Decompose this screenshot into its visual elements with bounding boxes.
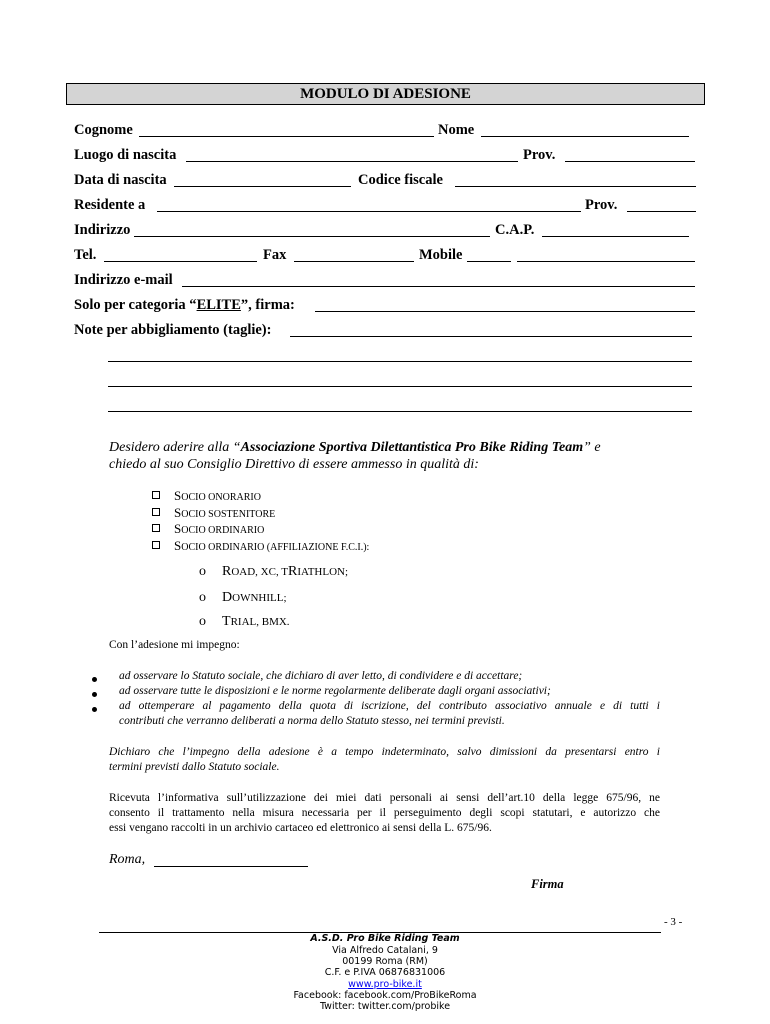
luogo-nascita-field[interactable] <box>186 161 518 162</box>
checkbox[interactable] <box>152 508 160 516</box>
note-label: Note per abbigliamento (taglie): <box>74 322 272 338</box>
cognome-label: Cognome <box>74 122 133 138</box>
footer-website-link[interactable]: www.pro-bike.it <box>348 979 422 990</box>
luogo-nascita-label: Luogo di nascita <box>74 147 177 163</box>
member-type-option[interactable]: SOCIO ORDINARIO <box>152 521 264 537</box>
circle-bullet-icon: o <box>199 614 206 629</box>
elite-signature-field[interactable] <box>315 311 695 312</box>
residente-field[interactable] <box>157 211 581 212</box>
fax-label: Fax <box>263 247 287 263</box>
email-label: Indirizzo e-mail <box>74 272 173 288</box>
footer-twitter: Twitter: twitter.com/probike <box>319 1001 451 1012</box>
prov-field[interactable] <box>627 211 696 212</box>
declaration-line: termini previsti dallo Statuto sociale. <box>109 761 280 773</box>
tel-field[interactable] <box>104 261 257 262</box>
privacy-line: Ricevuta l’informativa sull’utilizzazione dei miei dati personali ai sensi dell’art.10 della legge 675/96, ne <box>109 792 660 804</box>
place-label: Roma, <box>109 852 146 867</box>
codice-fiscale-field[interactable] <box>455 186 696 187</box>
request-line-1: Desidero aderire alla “Associazione Sportiva Dilettantistica Pro Bike Riding Team” e <box>109 440 601 455</box>
bullet-icon <box>92 692 97 697</box>
checkbox[interactable] <box>152 541 160 549</box>
codice-fiscale-label: Codice fiscale <box>358 172 443 188</box>
tel-label: Tel. <box>74 247 97 263</box>
data-nascita-label: Data di nascita <box>74 172 167 188</box>
mobile-field[interactable] <box>517 261 695 262</box>
footer-facebook: Facebook: facebook.com/ProBikeRoma <box>293 990 477 1001</box>
note-line[interactable] <box>108 361 692 362</box>
fax-field[interactable] <box>294 261 414 262</box>
checkbox[interactable] <box>152 491 160 499</box>
circle-bullet-icon: o <box>199 590 206 605</box>
discipline-option[interactable]: o ROAD, XC, TRIATHLON; <box>199 564 349 579</box>
member-type-option[interactable]: SOCIO ONORARIO <box>152 488 261 504</box>
data-nascita-field[interactable] <box>174 186 351 187</box>
member-type-option[interactable]: SOCIO ORDINARIO (AFFILIAZIONE F.C.I.): <box>152 538 369 554</box>
member-type-option[interactable]: SOCIO SOSTENITORE <box>152 505 275 521</box>
bullet-icon <box>92 707 97 712</box>
commitment-item: ad ottemperare al pagamento della quota di iscrizione, del contributo associativo annuale e di tutti i <box>119 700 660 712</box>
circle-bullet-icon: o <box>199 564 206 579</box>
privacy-line: consento il trattamento nella misura necessaria per il perseguimento degli scopi statutari, e autorizzo che <box>109 807 660 819</box>
page-title: MODULO DI ADESIONE <box>66 83 705 105</box>
nome-field[interactable] <box>481 136 689 137</box>
prov-label: Prov. <box>523 147 556 163</box>
elite-word: ELITE <box>196 297 241 313</box>
checkbox[interactable] <box>152 524 160 532</box>
date-field[interactable] <box>154 866 308 867</box>
request-line-2: chiedo al suo Consiglio Direttivo di essere ammesso in qualità di: <box>109 457 479 472</box>
cap-label: C.A.P. <box>495 222 535 238</box>
footer-street: Via Alfredo Catalani, 9 <box>332 945 438 956</box>
discipline-option[interactable]: o TRIAL, BMX. <box>199 614 290 629</box>
email-field[interactable] <box>182 286 695 287</box>
commit-intro: Con l’adesione mi impegno: <box>109 639 240 651</box>
prov-label: Prov. <box>585 197 618 213</box>
declaration-line: Dichiaro che l’impegno della adesione è a tempo indeterminato, salvo dimissioni da presentarsi entro i <box>109 746 660 758</box>
commitment-item: ad osservare tutte le disposizioni e le norme regolarmente deliberate dagli organi associativi; <box>119 685 551 697</box>
discipline-option[interactable]: o DOWNHILL; <box>199 590 287 605</box>
mobile-label: Mobile <box>419 247 463 263</box>
signature-label: Firma <box>531 877 564 891</box>
nome-label: Nome <box>438 122 475 138</box>
footer-org: A.S.D. Pro Bike Riding Team <box>310 933 460 944</box>
elite-label: Solo per categoria “ELITE”, firma: <box>74 297 295 313</box>
privacy-line: essi vengano raccolti in un archivio cartaceo ed elettronico ai sensi della L. 675/96. <box>109 822 492 834</box>
cognome-field[interactable] <box>139 136 434 137</box>
prov-field[interactable] <box>565 161 695 162</box>
commitment-item: ad osservare lo Statuto sociale, che dichiaro di aver letto, di condividere e di accettare; <box>119 670 523 682</box>
bullet-icon <box>92 677 97 682</box>
cap-field[interactable] <box>542 236 689 237</box>
mobile-prefix-field[interactable] <box>467 261 511 262</box>
association-name: Associazione Sportiva Dilettantistica Pro Bike Riding Team <box>240 440 584 455</box>
note-field[interactable] <box>290 336 692 337</box>
footer-city: 00199 Roma (RM) <box>342 956 428 967</box>
residente-label: Residente a <box>74 197 146 213</box>
note-line[interactable] <box>108 386 692 387</box>
indirizzo-label: Indirizzo <box>74 222 131 238</box>
note-line[interactable] <box>108 411 692 412</box>
footer-tax: C.F. e P.IVA 06876831006 <box>324 967 446 978</box>
commitment-item-continued: contributi che verranno deliberati a norma dello Statuto stesso, nei termini previsti. <box>119 715 505 727</box>
indirizzo-field[interactable] <box>134 236 490 237</box>
page-number: - 3 - <box>664 916 683 928</box>
